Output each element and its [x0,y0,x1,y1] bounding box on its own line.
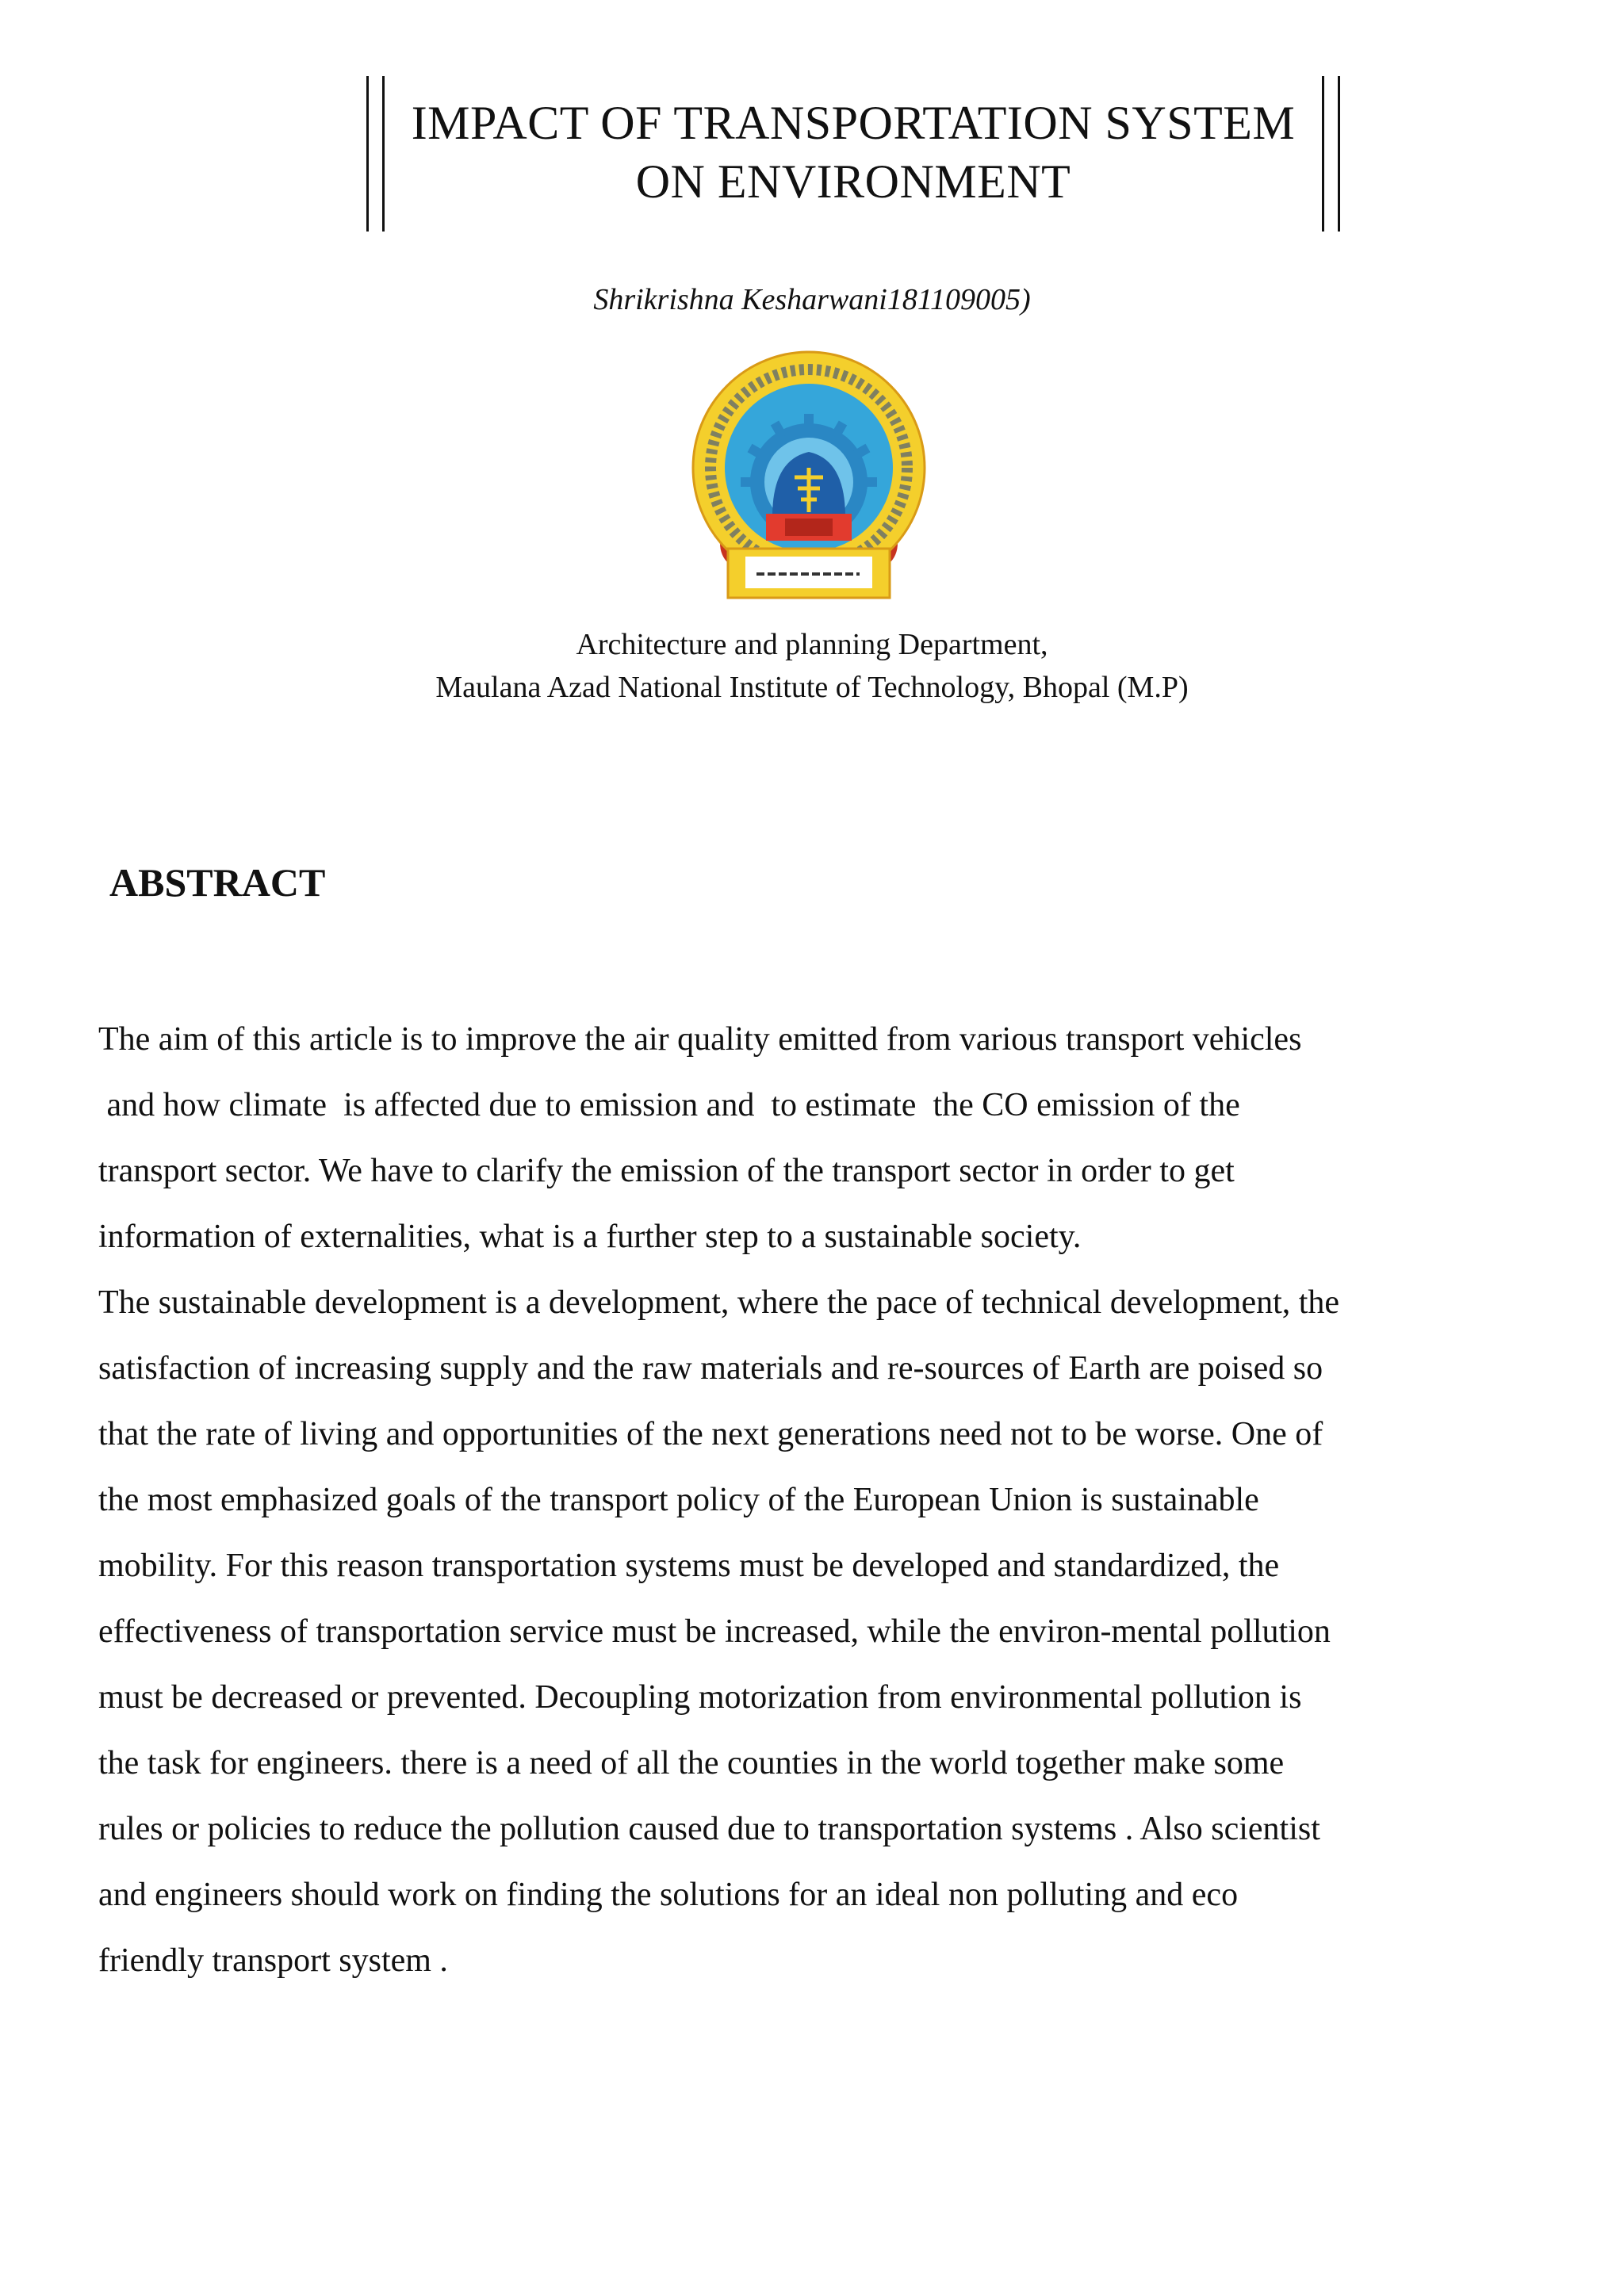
abstract-line: rules or policies to reduce the pollution caused due to transportation systems . Also scientist [98,1811,1320,1847]
abstract-line: The sustainable development is a development, where the pace of technical development, the [98,1284,1340,1321]
affiliation-department: Architecture and planning Department, [576,628,1048,661]
abstract-body [98,1007,1542,1994]
paper-title-line-1: IMPACT OF TRANSPORTATION SYSTEM [411,97,1296,149]
paper-title [398,94,1308,211]
title-right-rule-inner [1322,76,1324,232]
abstract-line: effectiveness of transportation service must be increased, while the environ-mental pollution [98,1613,1331,1650]
abstract-line: friendly transport system . [98,1942,448,1979]
abstract-line: and how climate is affected due to emission and to estimate the CO emission of the [98,1087,1240,1123]
author-line: Shrikrishna Kesharwani181109005) [593,283,1031,316]
abstract-line: must be decreased or prevented. Decoupling motorization from environmental pollution is [98,1679,1302,1716]
abstract-line: information of externalities, what is a further step to a sustainable society. [98,1219,1082,1255]
abstract-line: the task for engineers. there is a need of all the counties in the world together make some [98,1745,1285,1781]
paper-title-line-2: ON ENVIRONMENT [635,155,1071,208]
title-left-rule [366,76,369,232]
abstract-heading: ABSTRACT [109,860,326,905]
abstract-line: satisfaction of increasing supply and the raw materials and re-sources of Earth are poised so [98,1350,1323,1387]
affiliation [0,623,1624,709]
abstract-line: and engineers should work on finding the solutions for an ideal non polluting and eco [98,1877,1239,1913]
abstract-line: that the rate of living and opportunities of the next generations need not to be worse. One of [98,1416,1323,1452]
abstract-line: The aim of this article is to improve the air quality emitted from various transport vehicles [98,1021,1302,1058]
title-box [366,76,1340,232]
affiliation-institute: Maulana Azad National Institute of Technology, Bhopal (M.P) [435,671,1189,704]
title-left-rule-inner [382,76,385,232]
abstract-line: the most emphasized goals of the transport policy of the European Union is sustainable [98,1482,1259,1518]
title-right-rule [1338,76,1340,232]
institute-emblem-icon [690,349,928,601]
abstract-line: mobility. For this reason transportation systems must be developed and standardized, the [98,1548,1280,1584]
abstract-line: transport sector. We have to clarify the emission of the transport sector in order to get [98,1153,1235,1189]
